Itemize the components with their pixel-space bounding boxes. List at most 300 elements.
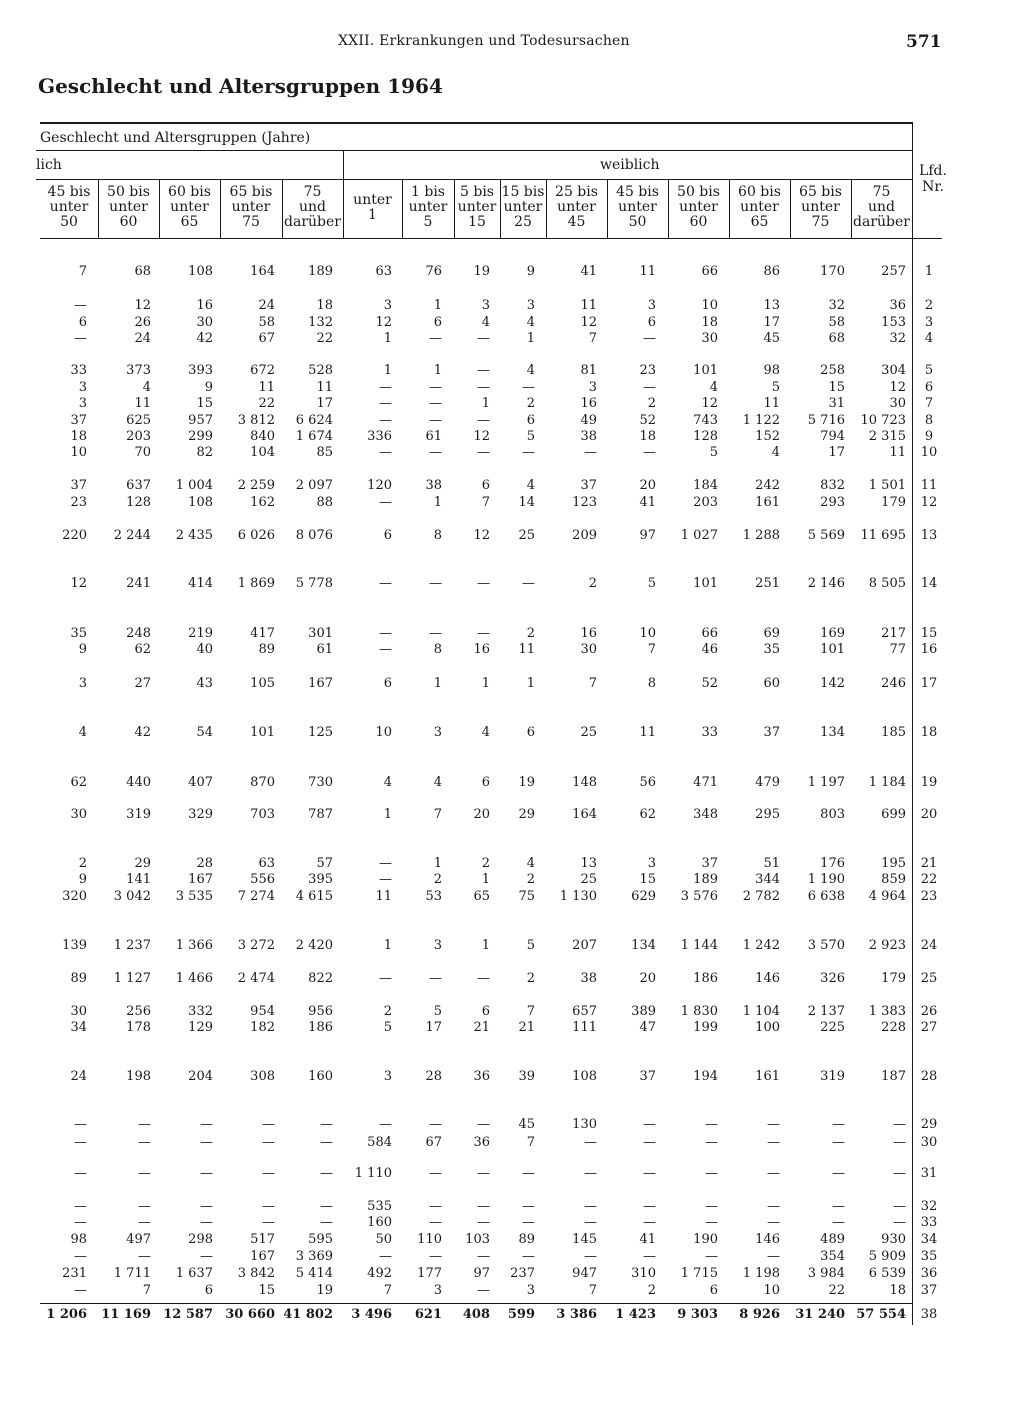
table-cell: 1 130 (559, 889, 597, 904)
table-cell: 3 (647, 856, 656, 871)
table-cell: 160 (308, 1069, 333, 1084)
table-cell: 2 420 (295, 938, 333, 953)
table-cell: 1 366 (175, 938, 213, 953)
table-cell: 1 711 (113, 1266, 151, 1281)
row-number: 31 (920, 1166, 938, 1181)
table-cell: 30 660 (225, 1307, 275, 1322)
table-cell: — (477, 576, 490, 591)
table-cell: 8 505 (868, 576, 906, 591)
column-header (729, 185, 790, 230)
table-cell: 5 569 (807, 528, 845, 543)
row-number: 24 (920, 938, 938, 953)
table-cell: 1 144 (680, 938, 718, 953)
table-cell: 2 782 (742, 889, 780, 904)
table-cell: 6 (526, 725, 535, 740)
table-cell: 699 (881, 807, 906, 822)
table-cell: 185 (881, 725, 906, 740)
column-divider (500, 180, 501, 238)
column-header-line: unter (503, 199, 543, 215)
table-cell: 9 (526, 264, 535, 279)
table-cell: 22 (316, 331, 333, 346)
table-cell: — (138, 1166, 151, 1181)
table-cell: 189 (308, 264, 333, 279)
table-cell: 128 (693, 429, 718, 444)
table-cell: 393 (188, 363, 213, 378)
table-cell: 28 (196, 856, 213, 871)
row-number: 23 (920, 889, 938, 904)
table-cell: 225 (820, 1020, 845, 1035)
column-header-line: 5 bis (460, 184, 494, 200)
column-header-line: unter (740, 199, 779, 215)
table-cell: 134 (631, 938, 656, 953)
table-cell: 6 638 (807, 889, 845, 904)
table-cell: 10 (70, 445, 87, 460)
table-cell: — (477, 413, 490, 428)
column-header-line: unter (231, 199, 271, 215)
column-header (546, 185, 607, 230)
row-number: 27 (920, 1020, 938, 1035)
table-cell: 22 (828, 1283, 845, 1298)
table-cell: 35 (763, 642, 780, 657)
table-cell: 219 (188, 626, 213, 641)
table-cell: — (643, 1135, 656, 1150)
table-cell: 66 (701, 626, 718, 641)
table-cell: 187 (881, 1069, 906, 1084)
table-cell: 179 (881, 495, 906, 510)
table-cell: 1 (481, 676, 490, 691)
table-cell: 26 (134, 315, 151, 330)
table-cell: 161 (755, 1069, 780, 1084)
table-cell: 46 (701, 642, 718, 657)
column-divider (729, 180, 730, 238)
table-cell: 167 (250, 1249, 275, 1264)
table-cell: 1 197 (807, 775, 845, 790)
table-cell: 231 (62, 1266, 87, 1281)
row-number: 6 (924, 380, 934, 395)
table-cell: 177 (417, 1266, 442, 1281)
table-cell: 20 (639, 478, 656, 493)
table-cell: 301 (308, 626, 333, 641)
table-cell: 41 (639, 495, 656, 510)
table-cell: 146 (755, 971, 780, 986)
row-number: 28 (920, 1069, 938, 1084)
table-cell: — (74, 298, 87, 313)
table-cell: 53 (425, 889, 442, 904)
table-cell: 535 (367, 1199, 392, 1214)
column-header-line: unter (109, 199, 148, 215)
table-cell: 5 (709, 445, 718, 460)
table-cell: 19 (316, 1283, 333, 1298)
table-cell: 4 (481, 725, 490, 740)
table-cell: — (767, 1215, 780, 1230)
table-cell: 19 (473, 264, 490, 279)
table-cell: 176 (820, 856, 845, 871)
table-cell: — (379, 872, 392, 887)
table-cell: — (429, 396, 442, 411)
table-cell: 6 026 (237, 528, 275, 543)
table-cell: 38 (580, 971, 597, 986)
column-header (454, 185, 500, 230)
table-cell: 832 (820, 478, 845, 493)
column-header-line: unter (457, 199, 497, 215)
table-cell: — (429, 1166, 442, 1181)
table-cell: 195 (881, 856, 906, 871)
table-cell: 203 (126, 429, 151, 444)
table-cell: 38 (580, 429, 597, 444)
table-cell: — (429, 1199, 442, 1214)
column-header-line: 75 (872, 184, 891, 200)
table-cell: 4 (771, 445, 780, 460)
table-cell: 258 (820, 363, 845, 378)
table-cell: 7 (526, 1135, 535, 1150)
table-cell: 1 288 (742, 528, 780, 543)
column-header-line: und (868, 199, 895, 215)
column-header (40, 185, 98, 230)
table-cell: — (477, 971, 490, 986)
table-cell: 24 (70, 1069, 87, 1084)
table-cell: — (379, 576, 392, 591)
table-cell: 52 (639, 413, 656, 428)
table-cell: 17 (425, 1020, 442, 1035)
table-cell: 105 (250, 676, 275, 691)
table-cell: 5 (433, 1004, 442, 1019)
table-cell: 621 (414, 1307, 442, 1322)
table-cell: 148 (572, 775, 597, 790)
table-cell: 12 587 (163, 1307, 213, 1322)
table-cell: 299 (188, 429, 213, 444)
table-cell: 1 (433, 856, 442, 871)
table-cell: 492 (367, 1266, 392, 1281)
row-number: 19 (920, 775, 938, 790)
table-cell: 62 (639, 807, 656, 822)
row-number: 7 (924, 396, 934, 411)
table-cell: 8 (433, 528, 442, 543)
table-cell: 2 244 (113, 528, 151, 543)
table-cell: 203 (693, 495, 718, 510)
column-header-line: unter (801, 199, 840, 215)
table-cell: — (262, 1166, 275, 1181)
table-cell: 859 (881, 872, 906, 887)
group-right-heading: weiblich (600, 157, 660, 173)
table-cell: 870 (250, 775, 275, 790)
table-cell: — (429, 1215, 442, 1230)
table-cell: — (262, 1215, 275, 1230)
table-cell: 251 (755, 576, 780, 591)
table-cell: 7 (142, 1283, 151, 1298)
row-number: 32 (920, 1199, 938, 1214)
lfd-nr-heading: Lfd. Nr. (919, 163, 947, 195)
table-cell: 14 (518, 495, 535, 510)
table-cell: 319 (126, 807, 151, 822)
table-cell: 471 (693, 775, 718, 790)
table-cell: 30 (70, 1004, 87, 1019)
column-header-line: 45 bis (616, 184, 659, 200)
table-cell: 599 (507, 1307, 535, 1322)
table-cell: 947 (572, 1266, 597, 1281)
row-number: 38 (920, 1307, 938, 1322)
table-cell: 30 (580, 642, 597, 657)
table-cell: 417 (250, 626, 275, 641)
column-header-line: 65 bis (799, 184, 842, 200)
table-cell: 3 842 (237, 1266, 275, 1281)
table-cell: 161 (755, 495, 780, 510)
table-cell: 217 (881, 626, 906, 641)
table-cell: 2 (481, 856, 490, 871)
table-cell: 37 (580, 478, 597, 493)
column-divider (790, 180, 791, 238)
table-cell: 120 (367, 478, 392, 493)
table-cell: 373 (126, 363, 151, 378)
table-cell: — (522, 1199, 535, 1214)
table-cell: 33 (70, 363, 87, 378)
row-number: 33 (920, 1215, 938, 1230)
table-cell: 320 (62, 889, 87, 904)
table-cell: — (379, 626, 392, 641)
table-cell: 637 (126, 478, 151, 493)
page-title: Geschlecht und Altersgruppen 1964 (38, 74, 443, 98)
table-cell: 36 (889, 298, 906, 313)
table-cell: 7 (647, 642, 656, 657)
table-cell: 61 (316, 642, 333, 657)
table-cell: 310 (631, 1266, 656, 1281)
table-cell: 2 097 (295, 478, 333, 493)
table-cell: — (379, 1117, 392, 1132)
table-cell: 24 (258, 298, 275, 313)
table-cell: 54 (196, 725, 213, 740)
table-cell: 21 (518, 1020, 535, 1035)
row-number: 2 (924, 298, 934, 313)
table-cell: 204 (188, 1069, 213, 1084)
table-cell: — (893, 1199, 906, 1214)
table-cell: 6 (433, 315, 442, 330)
table-cell: 10 (763, 1283, 780, 1298)
table-cell: 5 (771, 380, 780, 395)
table-cell: 37 (701, 856, 718, 871)
table-cell: 4 (481, 315, 490, 330)
table-cell: 930 (881, 1232, 906, 1247)
table-cell: — (477, 626, 490, 641)
table-cell: 2 (647, 1283, 656, 1298)
table-cell: 36 (473, 1135, 490, 1150)
table-cell: 77 (889, 642, 906, 657)
table-cell: 220 (62, 528, 87, 543)
row-number: 26 (920, 1004, 938, 1019)
table-cell: 4 615 (295, 889, 333, 904)
table-cell: 134 (820, 725, 845, 740)
table-cell: 29 (518, 807, 535, 822)
table-cell: 9 (78, 872, 87, 887)
table-cell: 162 (250, 495, 275, 510)
table-cell: — (429, 1249, 442, 1264)
column-divider (607, 180, 608, 238)
table-cell: — (74, 1135, 87, 1150)
row-number: 20 (920, 807, 938, 822)
table-cell: 167 (308, 676, 333, 691)
table-cell: 37 (70, 478, 87, 493)
table-cell: — (138, 1215, 151, 1230)
table-cell: — (767, 1249, 780, 1264)
table-cell: 2 474 (237, 971, 275, 986)
table-cell: 3 042 (113, 889, 151, 904)
table-cell: 4 (709, 380, 718, 395)
table-cell: 108 (572, 1069, 597, 1084)
column-header (402, 185, 454, 230)
table-cell: 12 (473, 528, 490, 543)
table-cell: 12 (701, 396, 718, 411)
table-cell: 18 (701, 315, 718, 330)
table-cell: — (893, 1215, 906, 1230)
table-cell: 1 004 (175, 478, 213, 493)
row-number: 25 (920, 971, 938, 986)
table-cell: 803 (820, 807, 845, 822)
table-cell: 12 (375, 315, 392, 330)
table-cell: — (522, 1166, 535, 1181)
table-cell: 11 (518, 642, 535, 657)
column-header (98, 185, 159, 230)
table-cell: 7 (481, 495, 490, 510)
table-cell: 6 624 (295, 413, 333, 428)
table-cell: 97 (473, 1266, 490, 1281)
table-cell: 954 (250, 1004, 275, 1019)
row-number: 29 (920, 1117, 938, 1132)
table-cell: 3 (78, 380, 87, 395)
row-number: 17 (920, 676, 938, 691)
table-cell: 4 (526, 363, 535, 378)
table-cell: 100 (755, 1020, 780, 1035)
table-cell: — (200, 1215, 213, 1230)
table-cell: 1 423 (615, 1307, 656, 1322)
table-cell: — (477, 1199, 490, 1214)
table-cell: 12 (134, 298, 151, 313)
table-cell: 30 (701, 331, 718, 346)
table-cell: — (705, 1135, 718, 1150)
column-header-line: 1 (368, 207, 377, 223)
table-cell: 58 (258, 315, 275, 330)
table-cell: 39 (518, 1069, 535, 1084)
table-cell: 16 (196, 298, 213, 313)
table-cell: 38 (425, 478, 442, 493)
table-cell: — (705, 1215, 718, 1230)
table-cell: 3 (383, 298, 392, 313)
table-cell: 672 (250, 363, 275, 378)
table-cell: 28 (425, 1069, 442, 1084)
table-cell: 10 (639, 626, 656, 641)
column-header-line: 1 bis (411, 184, 445, 200)
table-cell: 3 272 (237, 938, 275, 953)
table-cell: — (74, 1166, 87, 1181)
table-cell: 63 (375, 264, 392, 279)
column-divider (668, 180, 669, 238)
row-number: 15 (920, 626, 938, 641)
table-cell: 1 (481, 938, 490, 953)
table-top-rule (40, 122, 913, 124)
table-cell: 89 (518, 1232, 535, 1247)
column-divider (282, 180, 283, 238)
table-cell: — (705, 1199, 718, 1214)
table-cell: — (138, 1199, 151, 1214)
table-cell: — (200, 1199, 213, 1214)
table-cell: 123 (572, 495, 597, 510)
table-cell: 295 (755, 807, 780, 822)
column-header (282, 185, 343, 230)
table-cell: 4 (78, 725, 87, 740)
table-cell: 41 (580, 264, 597, 279)
table-cell: 2 (526, 626, 535, 641)
table-cell: 32 (828, 298, 845, 313)
table-cell: 30 (70, 807, 87, 822)
column-header-line: darüber (853, 214, 910, 230)
table-cell: 182 (250, 1020, 275, 1035)
table-cell: 145 (572, 1232, 597, 1247)
table-cell: 170 (820, 264, 845, 279)
table-cell: 5 716 (807, 413, 845, 428)
table-cell: 178 (126, 1020, 151, 1035)
table-cell: 248 (126, 626, 151, 641)
table-cell: 42 (134, 725, 151, 740)
table-cell: — (200, 1135, 213, 1150)
table-cell: 1 637 (175, 1266, 213, 1281)
table-cell: 152 (755, 429, 780, 444)
column-header-line: 15 bis (501, 184, 545, 200)
table-cell: 3 812 (237, 413, 275, 428)
table-cell: 6 (481, 1004, 490, 1019)
table-cell: 104 (250, 445, 275, 460)
table-cell: — (429, 445, 442, 460)
table-cell: 34 (70, 1020, 87, 1035)
table-cell: 822 (308, 971, 333, 986)
table-cell: 12 (580, 315, 597, 330)
table-cell: 1 830 (680, 1004, 718, 1019)
table-cell: 1 110 (354, 1166, 392, 1181)
table-cell: — (379, 495, 392, 510)
table-cell: 167 (188, 872, 213, 887)
table-cell: 8 926 (739, 1307, 780, 1322)
table-cell: 41 802 (283, 1307, 333, 1322)
table-cell: 62 (70, 775, 87, 790)
table-cell: 5 (383, 1020, 392, 1035)
table-cell: — (379, 856, 392, 871)
row-number: 1 (924, 264, 934, 279)
table-cell: — (320, 1135, 333, 1150)
table-cell: 68 (134, 264, 151, 279)
table-cell: 336 (367, 429, 392, 444)
total-rule (40, 1303, 913, 1304)
table-cell: 164 (250, 264, 275, 279)
table-cell: 66 (701, 264, 718, 279)
table-cell: 730 (308, 775, 333, 790)
table-cell: 389 (631, 1004, 656, 1019)
table-cell: 6 (647, 315, 656, 330)
table-cell: 198 (126, 1069, 151, 1084)
page-number: 571 (906, 32, 942, 52)
table-cell: 237 (510, 1266, 535, 1281)
table-cell: — (138, 1249, 151, 1264)
table-cell: 184 (693, 478, 718, 493)
table-cell: 15 (258, 1283, 275, 1298)
table-cell: 8 076 (295, 528, 333, 543)
table-cell: — (477, 1117, 490, 1132)
table-cell: 18 (316, 298, 333, 313)
table-cell: 12 (473, 429, 490, 444)
table-cell: 629 (631, 889, 656, 904)
table-cell: 108 (188, 495, 213, 510)
table-cell: 10 (701, 298, 718, 313)
table-cell: 33 (701, 725, 718, 740)
table-cell: — (643, 331, 656, 346)
table-cell: 957 (188, 413, 213, 428)
table-cell: 4 (526, 856, 535, 871)
table-cell: — (893, 1117, 906, 1132)
